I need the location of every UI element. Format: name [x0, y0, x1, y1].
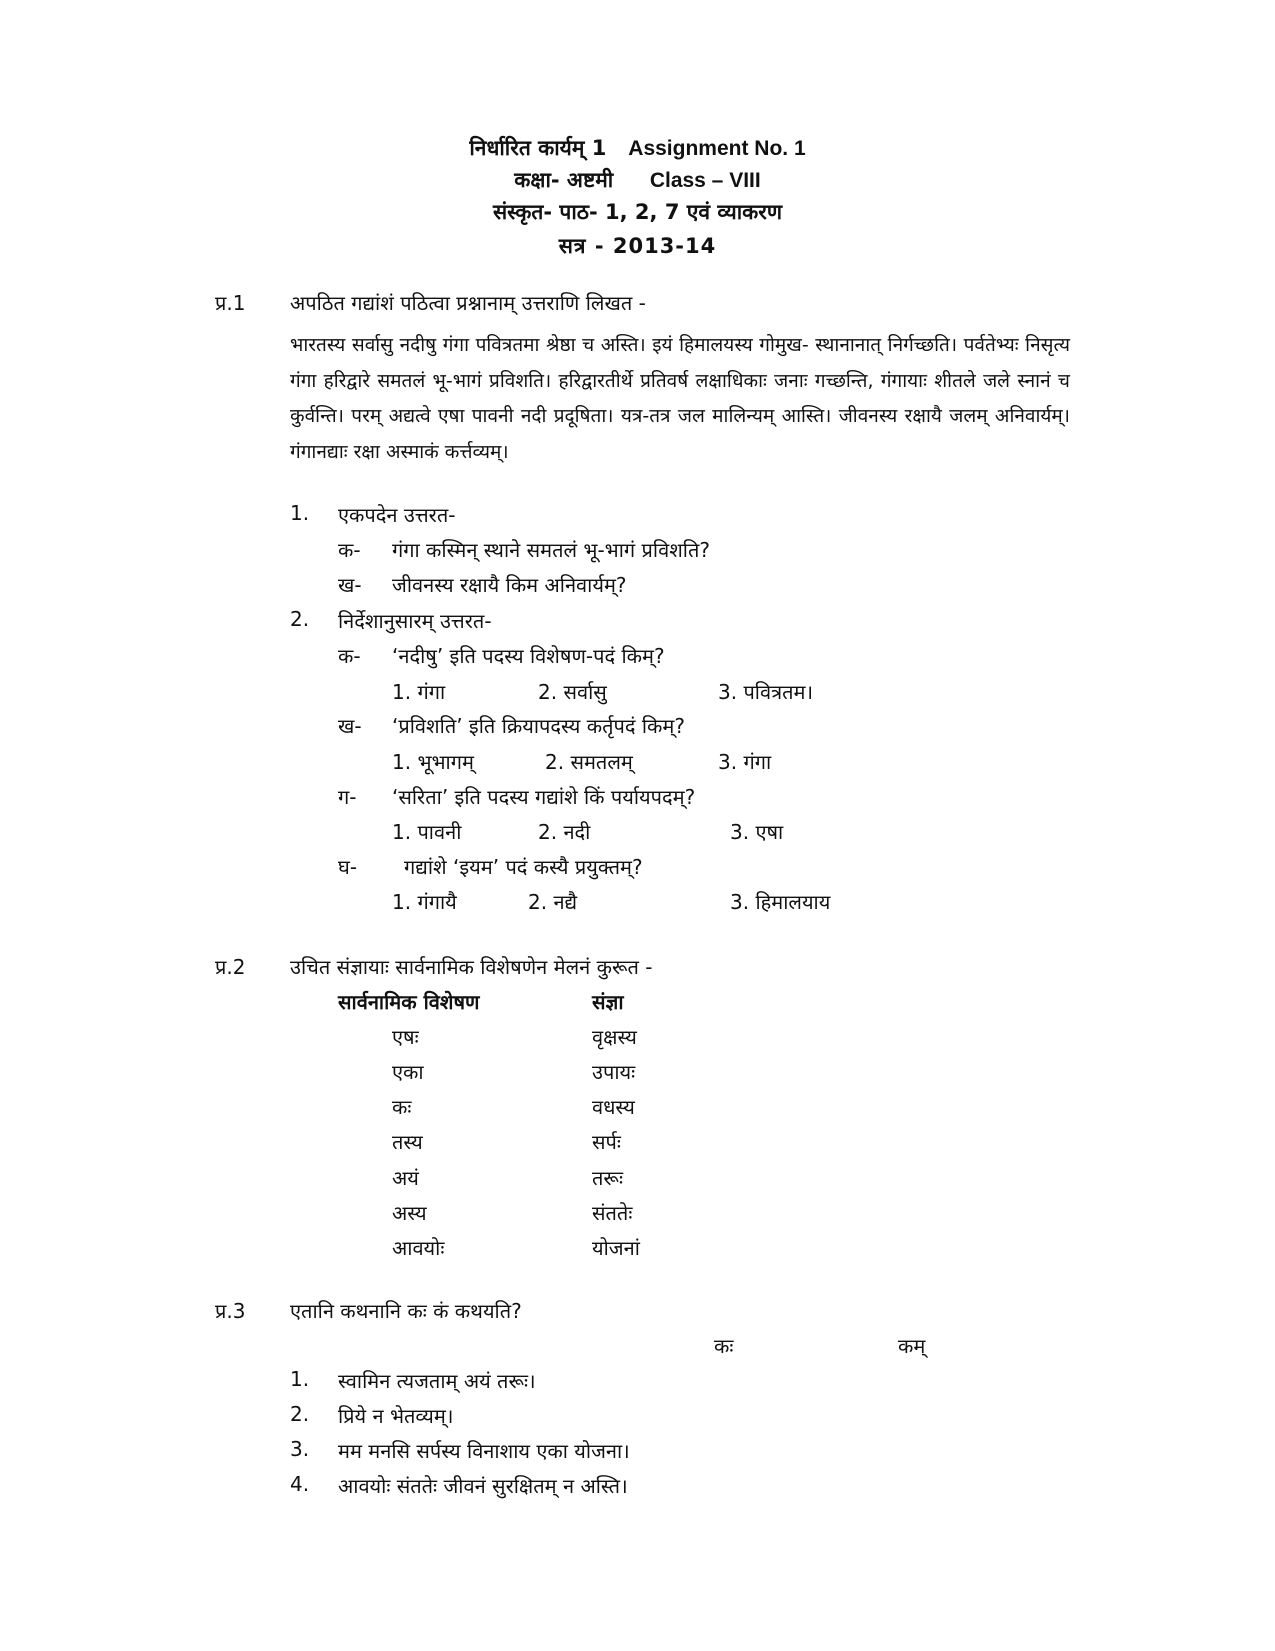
match-left-item: एका — [392, 1060, 424, 1084]
mcq-option: 2. नदी — [538, 820, 591, 844]
q2-col-header-noun: संज्ञा — [592, 990, 624, 1014]
mcq-label: घ- — [338, 855, 358, 879]
mcq-question: ‘प्रविशति’ इति क्रियापदस्य कर्तृपदं किम्? — [392, 714, 685, 738]
assignment-title-english: Assignment No. 1 — [628, 137, 806, 160]
match-right-item: उपायः — [592, 1060, 636, 1084]
q2-instruction: उचित संज्ञायाः सार्वनामिक विशेषणेन मेलनं कुरूत - — [290, 955, 653, 979]
mcq-option: 1. गंगायै — [392, 890, 457, 914]
q1-sub1-a-text: गंगा कस्मिन् स्थाने समतलं भू-भागं प्रविशति? — [392, 538, 710, 562]
mcq-option: 2. सर्वासु — [538, 680, 607, 704]
q2-col-header-adjective: सार्वनामिक विशेषण — [338, 990, 480, 1014]
q3-item-text: स्वामिन त्यजताम् अयं तरूः। — [338, 1369, 536, 1393]
mcq-question: गद्यांशे ‘इयम’ पदं कस्यै प्रयुक्तम्? — [404, 855, 643, 879]
mcq-question: ‘सरिता’ इति पदस्य गद्यांशे किं पर्यायपदम्? — [392, 785, 696, 809]
mcq-option: 2. नद्यै — [528, 890, 578, 914]
match-right-item: सर्पः — [592, 1130, 621, 1154]
q3-item-text: मम मनसि सर्पस्य विनाशाय एका योजना। — [338, 1439, 630, 1463]
q3-item-number: 4. — [290, 1472, 310, 1496]
class-english: Class – VIII — [649, 169, 761, 192]
q1-sub1-b-label: ख- — [338, 573, 362, 597]
q3-item-number: 2. — [290, 1402, 310, 1426]
match-right-item: योजनां — [592, 1236, 640, 1260]
match-left-item: कः — [392, 1095, 412, 1119]
match-left-item: एषः — [392, 1025, 419, 1049]
q3-instruction: एतानि कथनानि कः कं कथयति? — [290, 1299, 522, 1323]
mcq-option: 1. गंगा — [392, 680, 446, 704]
mcq-label: ख- — [338, 714, 362, 738]
q3-col-header-speaker: कः — [714, 1334, 734, 1358]
assignment-title-hindi: निर्धारित कार्यम् 1 — [469, 136, 607, 160]
title-line-2 — [0, 166, 1275, 194]
match-left-item: अयं — [392, 1166, 419, 1190]
subject-line: संस्कृत- पाठ- 1, 2, 7 एवं व्याकरण — [492, 200, 783, 224]
q3-item-text: प्रिये न भेतव्यम्। — [338, 1404, 454, 1428]
q3-item-number: 1. — [290, 1367, 310, 1391]
q3-col-header-listener: कम् — [898, 1334, 926, 1358]
title-line-1 — [0, 134, 1275, 162]
match-left-item: अस्य — [392, 1201, 427, 1225]
mcq-option: 3. हिमालयाय — [730, 890, 831, 914]
mcq-option: 3. गंगा — [718, 750, 772, 774]
q3-item-text: आवयोः संततेः जीवनं सुरक्षितम् न अस्ति। — [338, 1474, 628, 1498]
q2-number: प्र.2 — [215, 955, 246, 979]
q1-instruction: अपठित गद्यांशं पठित्वा प्रश्नानाम् उत्तराणि लिखत - — [290, 291, 646, 315]
class-hindi: कक्षा- अष्टमी — [514, 168, 614, 192]
q1-sub1-number: 1. — [290, 501, 310, 525]
mcq-question: ‘नदीषु’ इति पदस्य विशेषण-पदं किम्? — [392, 644, 665, 668]
mcq-option: 3. एषा — [730, 820, 784, 844]
q1-sub2-number: 2. — [290, 607, 310, 631]
mcq-option: 2. समतलम् — [545, 750, 633, 774]
q1-number: प्र.1 — [215, 291, 246, 315]
q3-number: प्र.3 — [215, 1299, 246, 1323]
match-left-item: आवयोः — [392, 1236, 445, 1260]
session-line: सत्र - 2013-14 — [558, 234, 717, 258]
q1-passage: भारतस्य सर्वासु नदीषु गंगा पवित्रतमा श्रेष्ठा च अस्ति। इयं हिमालयस्य गोमुख- स्थानानात् निर्गच्छति। पर्वतेभ्यः निसृत्य गंगा हरिद्वारे समतलं भू-भागं प्रविशति। हरिद्वारतीर्थे प्रतिवर्ष लक्षाधिकाः जनाः गच्छन्ति, गंगायाः शीतले जले स्नानं च कुर्वन्ति। परम् अद्यत्वे एषा पावनी नदी प्रदूषिता। यत्र-तत्र जल मालिन्यम् आस्ति। जीवनस्य रक्षायै जलम् अनिवार्यम्। गंगानद्याः रक्षा अस्माकं कर्त्तव्यम्। — [290, 334, 1070, 463]
match-left-item: तस्य — [392, 1130, 423, 1154]
q1-sub1-title: एकपदेन उत्तरत- — [338, 503, 456, 527]
mcq-option: 1. भूभागम् — [392, 750, 474, 774]
q1-sub1-a-label: क- — [338, 538, 361, 562]
mcq-option: 1. पावनी — [392, 820, 462, 844]
match-right-item: वृक्षस्य — [592, 1025, 637, 1049]
match-right-item: संततेः — [592, 1201, 633, 1225]
mcq-label: ग- — [338, 785, 357, 809]
mcq-option: 3. पवित्रतम। — [718, 680, 814, 704]
match-right-item: वधस्य — [592, 1095, 635, 1119]
q1-sub1-b-text: जीवनस्य रक्षायै किम अनिवार्यम्? — [392, 573, 627, 597]
mcq-label: क- — [338, 644, 361, 668]
q3-item-number: 3. — [290, 1437, 310, 1461]
q1-sub2-title: निर्देशानुसारम् उत्तरत- — [338, 609, 492, 633]
match-right-item: तरूः — [592, 1166, 623, 1190]
